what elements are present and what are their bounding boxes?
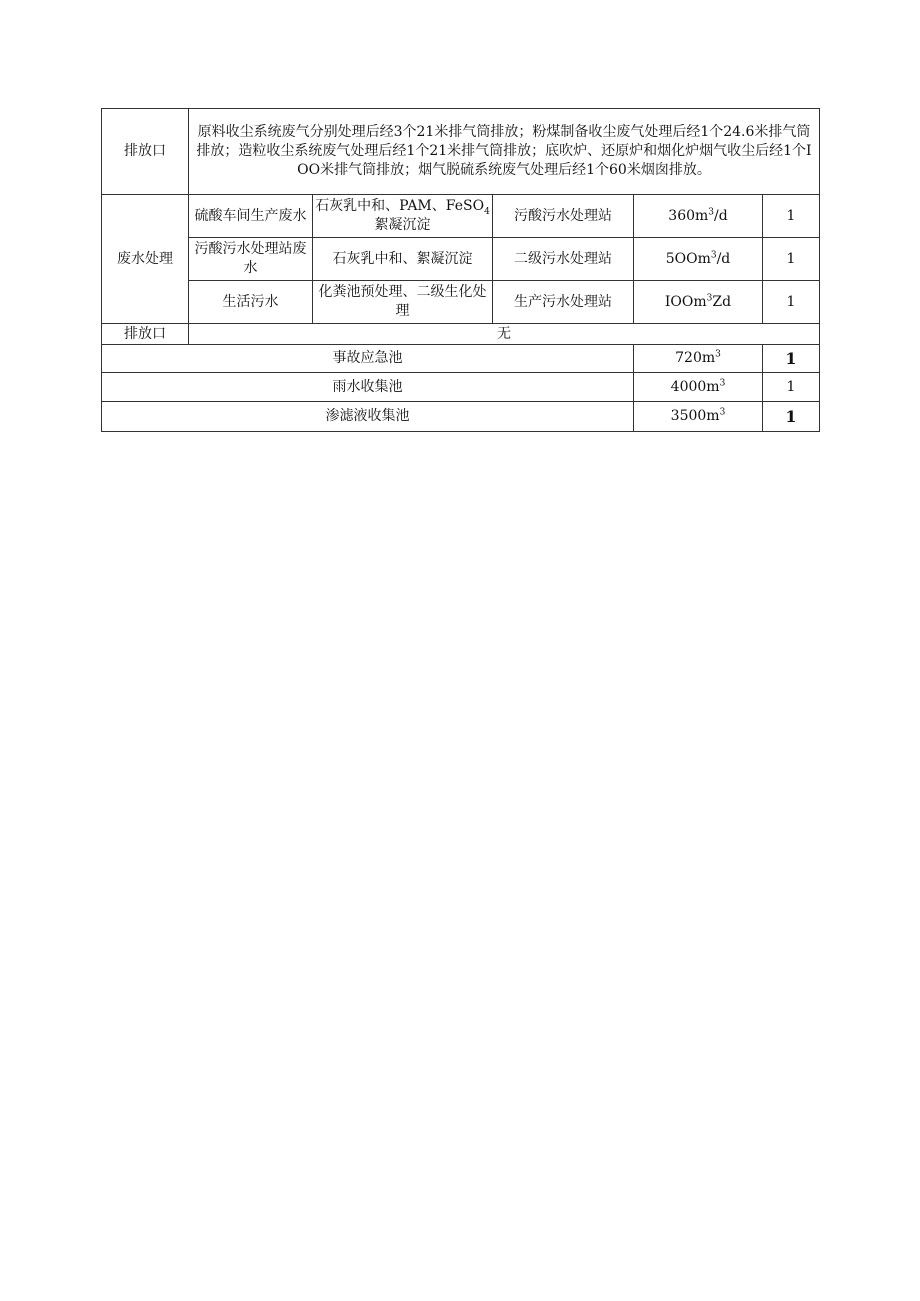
- wastewater-capacity: $360m^3/d$: [634, 195, 763, 238]
- pool-name: 事故应急池: [102, 345, 634, 373]
- wastewater-count: 1: [763, 238, 820, 281]
- wastewater-source: 污酸污水处理站废水: [189, 238, 313, 281]
- wastewater-row-1: [102, 195, 820, 238]
- pool-volume: $3500m^3$: [634, 402, 763, 432]
- wastewater-capacity: IOOm$^3$Zd: [634, 281, 763, 324]
- wastewater-method: 石灰乳中和、PAM、FeSO$_4$絮凝沉淀: [313, 195, 493, 238]
- wastewater-count: 1: [763, 281, 820, 324]
- exhaust-outlet-row: [102, 109, 820, 195]
- water-outlet-row: [102, 324, 820, 345]
- exhaust-outlet-label: 排放口: [102, 109, 189, 195]
- pool-count: 1: [763, 373, 820, 402]
- wastewater-method: 石灰乳中和、絮凝沉淀: [313, 238, 493, 281]
- facility-table: [101, 108, 820, 432]
- exhaust-outlet-text: 原料收尘系统废气分别处理后经3个21米排气筒排放；粉煤制备收尘废气处理后经1个24.6米排气筒排放；造粒收尘系统废气处理后经1个21米排气筒排放；底吹炉、还原炉和烟化炉烟气收尘后经1个IOO米排气筒排放；烟气脱硫系统废气处理后经1个60米烟囱排放。: [189, 109, 820, 195]
- wastewater-row-2: [102, 238, 820, 281]
- pool-row: [102, 345, 820, 373]
- wastewater-station: 污酸污水处理站: [493, 195, 634, 238]
- wastewater-source: 硫酸车间生产废水: [189, 195, 313, 238]
- wastewater-source: 生活污水: [189, 281, 313, 324]
- pool-row: [102, 402, 820, 432]
- wastewater-station: 生产污水处理站: [493, 281, 634, 324]
- water-outlet-value: 无: [189, 324, 820, 345]
- water-outlet-label: 排放口: [102, 324, 189, 345]
- wastewater-row-3: [102, 281, 820, 324]
- wastewater-count: 1: [763, 195, 820, 238]
- pool-name: 雨水收集池: [102, 373, 634, 402]
- pool-count: 1: [763, 345, 820, 373]
- pool-name: 渗滤液收集池: [102, 402, 634, 432]
- wastewater-label: 废水处理: [102, 195, 189, 324]
- pool-count: 1: [763, 402, 820, 432]
- wastewater-station: 二级污水处理站: [493, 238, 634, 281]
- wastewater-capacity: 5OOm$^3$/d: [634, 238, 763, 281]
- pool-volume: $4000m^3$: [634, 373, 763, 402]
- wastewater-method: 化粪池预处理、二级生化处理: [313, 281, 493, 324]
- pool-row: [102, 373, 820, 402]
- pool-volume: $720m^3$: [634, 345, 763, 373]
